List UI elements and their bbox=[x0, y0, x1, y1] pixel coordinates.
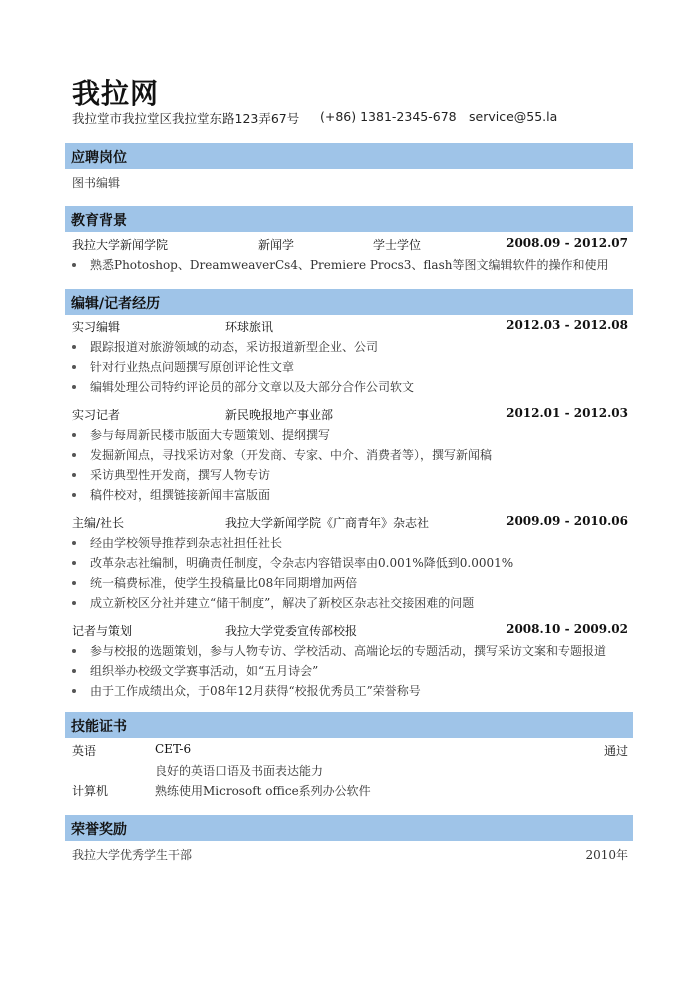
bullet-dot bbox=[72, 561, 76, 565]
list-item: 统一稿费标准，使学生投稿量比08年同期增加两倍 bbox=[72, 574, 357, 591]
education-degree: 学士学位 bbox=[373, 238, 422, 252]
list-item: 编辑处理公司特约评论员的部分文章以及大部分合作公司软文 bbox=[72, 378, 414, 395]
list-item: 跟踪报道对旅游领域的动态，采访报道新型企业、公司 bbox=[72, 338, 378, 355]
honor-item: 我拉大学优秀学生干部 bbox=[72, 848, 193, 862]
job-org: 我拉大学新闻学院《广商青年》杂志社 bbox=[225, 516, 430, 530]
job-dates: 2012.01 - 2012.03 bbox=[506, 406, 628, 420]
contact-address: 我拉堂市我拉堂区我拉堂东路123弄67号 bbox=[72, 111, 300, 126]
education-major: 新闻学 bbox=[258, 238, 295, 252]
job-dates: 2012.03 - 2012.08 bbox=[506, 318, 628, 332]
skill-english-cert: CET-6 bbox=[155, 742, 192, 756]
job-dates: 2008.10 - 2009.02 bbox=[506, 622, 628, 636]
section-title: 编辑/记者经历 bbox=[71, 296, 161, 312]
bullet-dot bbox=[72, 581, 76, 585]
list-item: 参与每周新民楼市版面大专题策划、提纲撰写 bbox=[72, 426, 330, 443]
education-dates: 2008.09 - 2012.07 bbox=[506, 236, 628, 250]
contact-email: service@55.la bbox=[469, 109, 558, 124]
section-title: 荣誉奖励 bbox=[71, 822, 127, 838]
bullet-dot bbox=[72, 601, 76, 605]
list-item: 改革杂志社编制，明确责任制度，令杂志内容错误率由0.001%降低到0.0001% bbox=[72, 554, 513, 571]
bullet-dot bbox=[72, 365, 76, 369]
job-role: 主编/社长 bbox=[72, 516, 125, 530]
section-skills-header bbox=[65, 712, 633, 738]
section-title: 教育背景 bbox=[71, 213, 127, 229]
job-org: 新民晚报地产事业部 bbox=[225, 408, 334, 422]
list-item: 发掘新闻点，寻找采访对象（开发商、专家、中介、消费者等），撰写新闻稿 bbox=[72, 446, 492, 463]
list-item: 由于工作成绩出众，于08年12月获得“校报优秀员工”荣誉称号 bbox=[72, 682, 421, 699]
section-title: 技能证书 bbox=[71, 719, 127, 735]
bullet-dot bbox=[72, 493, 76, 497]
skill-english-status: 通过 bbox=[603, 744, 628, 758]
section-experience-header bbox=[65, 289, 633, 315]
list-item: 成立新校区分社并建立“储干制度”，解决了新校区杂志社交接困难的问题 bbox=[72, 594, 474, 611]
section-title: 应聘岗位 bbox=[71, 150, 127, 166]
education-school: 我拉大学新闻学院 bbox=[72, 238, 169, 252]
skill-english-desc: 良好的英语口语及书面表达能力 bbox=[155, 764, 324, 778]
skill-computer-label: 计算机 bbox=[72, 784, 109, 798]
list-item: 参与校报的选题策划，参与人物专访、学校活动、高端论坛的专题活动，撰写采访文案和专题报道 bbox=[72, 642, 606, 659]
bullet-dot bbox=[72, 541, 76, 545]
bullet-dot bbox=[72, 385, 76, 389]
list-item: 经由学校领导推荐到杂志社担任社长 bbox=[72, 534, 282, 551]
bullet-dot bbox=[72, 669, 76, 673]
job-org: 我拉大学党委宣传部校报 bbox=[225, 624, 358, 638]
list-item: 组织举办校级文学赛事活动，如“五月诗会” bbox=[72, 662, 318, 679]
list-item: 稿件校对，组撰链接新闻丰富版面 bbox=[72, 486, 270, 503]
bullet-dot bbox=[72, 689, 76, 693]
job-role: 实习记者 bbox=[72, 408, 121, 422]
list-item: 熟悉Photoshop、DreamweaverCs4、Premiere Procs3、flash等图文编辑软件的操作和使用 bbox=[72, 256, 608, 273]
bullet-dot bbox=[72, 433, 76, 437]
honor-year: 2010年 bbox=[585, 848, 628, 862]
section-honors-header bbox=[65, 815, 633, 841]
job-dates: 2009.09 - 2010.06 bbox=[506, 514, 628, 528]
position-value: 图书编辑 bbox=[72, 176, 121, 190]
job-role: 记者与策划 bbox=[72, 624, 133, 638]
list-item: 采访典型性开发商，撰写人物专访 bbox=[72, 466, 270, 483]
contact-phone: (+86) 1381-2345-678 bbox=[320, 109, 457, 124]
job-role: 实习编辑 bbox=[72, 320, 121, 334]
list-item: 针对行业热点问题撰写原创评论性文章 bbox=[72, 358, 294, 375]
bullet-dot bbox=[72, 649, 76, 653]
bullet-dot bbox=[72, 473, 76, 477]
job-org: 环球旅讯 bbox=[225, 320, 274, 334]
bullet-dot bbox=[72, 345, 76, 349]
resume-name: 我拉网 bbox=[72, 77, 160, 110]
skill-computer-desc: 熟练使用Microsoft office系列办公软件 bbox=[155, 784, 371, 798]
section-education-header bbox=[65, 206, 633, 232]
bullet-dot bbox=[72, 263, 76, 267]
skill-english-label: 英语 bbox=[72, 744, 97, 758]
bullet-dot bbox=[72, 453, 76, 457]
section-position-header bbox=[65, 143, 633, 169]
